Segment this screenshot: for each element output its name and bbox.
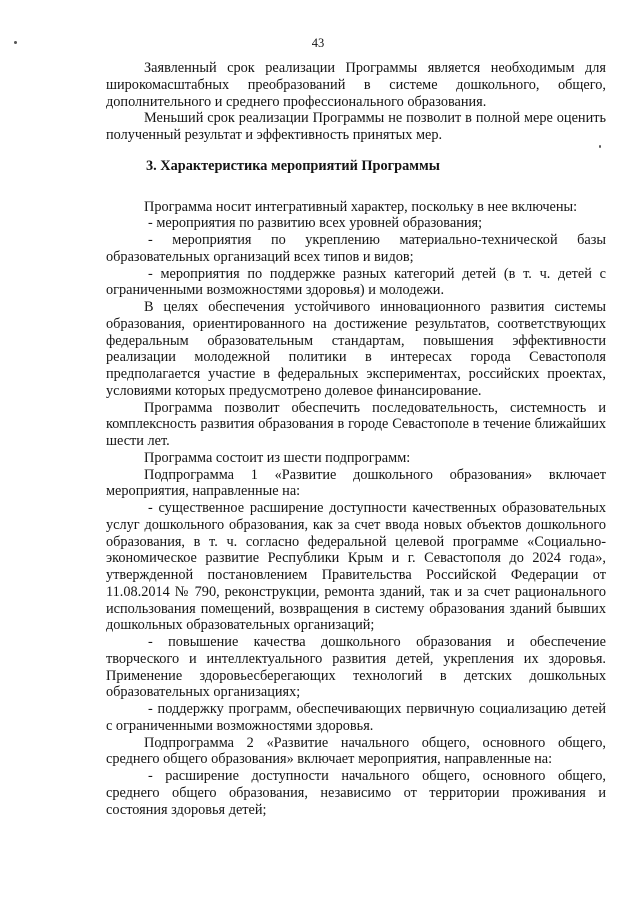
paragraph-innovation: В целях обеспечения устойчивого инновационного развития системы образования, ориентированного на достижение результатов, соответствующих федеральным образовательным стандартам, повышения эффективности реализации молодежной политики в интересах города Севастополя предполагается участие в федеральных экспериментах, российских проектах, условиями которых предусмотрено долевое финансирование. xyxy=(106,299,606,399)
list-item: - повышение качества дошкольного образования и обеспечение творческого и интеллектуального развития детей, укрепления их здоровья. Применение здоровьесберегающих технологий в детских дошкольных образовательных организациях; xyxy=(106,634,606,701)
page-number: 43 xyxy=(311,36,325,50)
paragraph-subprogram-2: Подпрограмма 2 «Развитие начального общего, основного общего, среднего общего образования» включает мероприятия, направленные на: xyxy=(106,734,606,768)
list-item: - существенное расширение доступности качественных образовательных услуг дошкольного образования, как за счет ввода новых объектов дошкольного образования, в т. ч. согласно федеральной целевой программе «Социально-экономическое развитие Республики Крым и г. Севастополя до 2024 года», утвержденной постановлением Правительства Российской Федерации от 11.08.2014 № 790, реконструкции, ремонта зданий, так и за счет рационального использования помещений, возвращения в систему образования зданий бывших дошкольных образовательных организаций; xyxy=(106,500,606,634)
paragraph-subprogram-1: Подпрограмма 1 «Развитие дошкольного образования» включает мероприятия, направленные на: xyxy=(106,466,606,500)
paragraph-six-subprograms: Программа состоит из шести подпрограмм: xyxy=(144,449,411,466)
paragraph-integrative: Программа носит интегративный характер, поскольку в нее включены: xyxy=(144,198,578,215)
list-item: - поддержку программ, обеспечивающих первичную социализацию детей с ограниченными возможностями здоровья. xyxy=(106,701,606,734)
document-body xyxy=(106,60,606,818)
paragraph-consistency: Программа позволит обеспечить последовательность, системность и комплексность развития образования в городе Севастополе в течение ближайших шести лет. xyxy=(106,399,606,449)
section-heading: 3. Характеристика мероприятий Программы xyxy=(146,157,440,174)
list-item: - расширение доступности начального общего, основного общего, среднего общего образования, независимо от территории проживания и состояния здоровья детей; xyxy=(106,768,606,818)
list-item: - мероприятия по развитию всех уровней образования; xyxy=(148,215,483,232)
paragraph-shorter-duration: Меньший срок реализации Программы не позволит в полной мере оценить полученный результат и эффективность принятых мер. xyxy=(106,110,606,143)
list-item: - мероприятия по поддержке разных категорий детей (в т. ч. детей с ограниченными возможностями здоровья) и молодежи. xyxy=(106,265,606,299)
list-item: - мероприятия по укреплению материально-технической базы образовательных организаций всех типов и видов; xyxy=(106,232,606,265)
paragraph-duration: Заявленный срок реализации Программы является необходимым для широкомасштабных преобразований в системе дошкольного, общего, дополнительного и среднего профессионального образования. xyxy=(106,60,606,110)
